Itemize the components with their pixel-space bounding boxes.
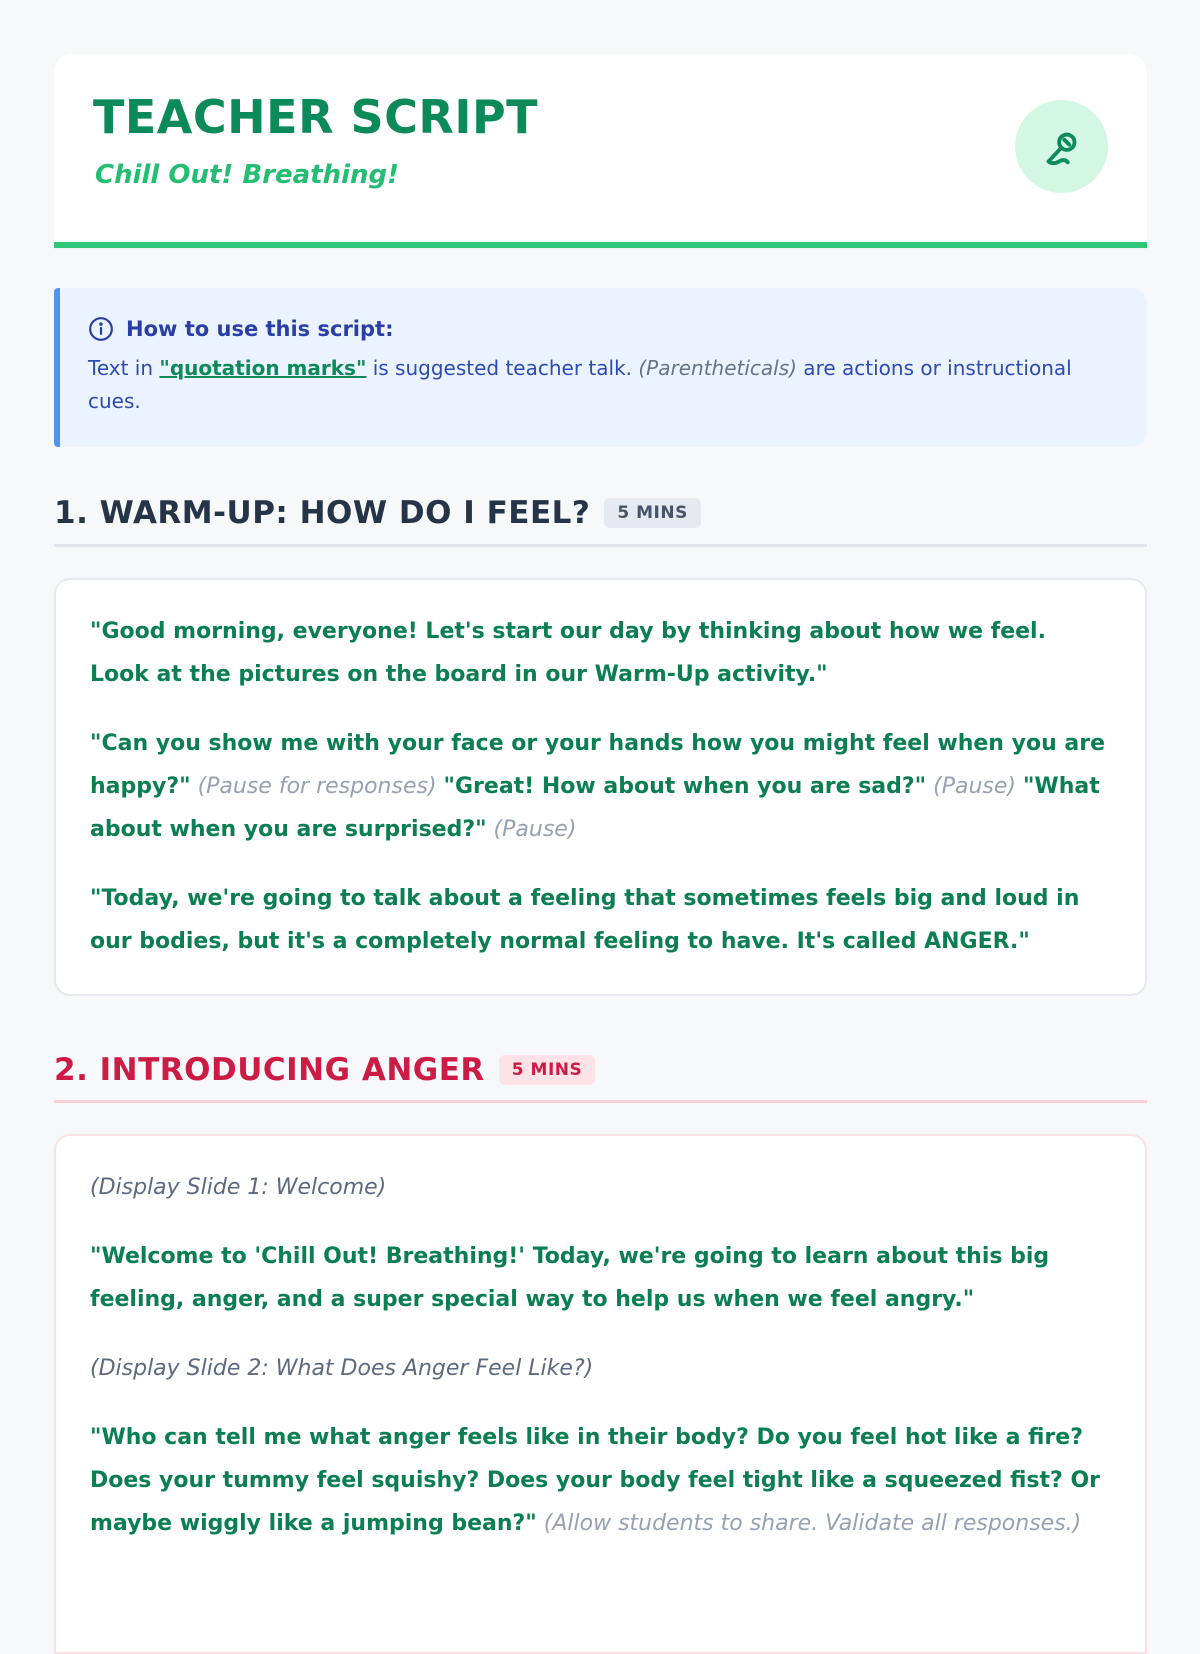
parenthetical-example: (Parentheticals) bbox=[638, 356, 797, 380]
display-cue: (Display Slide 1: Welcome) bbox=[90, 1175, 387, 1200]
script-card-introducing-anger bbox=[54, 1134, 1147, 1654]
page-subtitle: Chill Out! Breathing! bbox=[95, 160, 399, 190]
teacher-talk: "Great! How about when you are sad?" bbox=[443, 774, 927, 799]
script-paragraph bbox=[90, 1235, 1111, 1321]
info-text-before: Text in bbox=[88, 356, 160, 380]
section-title: 2. INTRODUCING ANGER bbox=[54, 1052, 485, 1088]
instruction-cue: (Allow students to share. Validate all responses.) bbox=[536, 1511, 1082, 1536]
script-card-warmup bbox=[54, 578, 1147, 996]
section-title: 1. WARM-UP: HOW DO I FEEL? bbox=[54, 495, 591, 531]
page-title: TEACHER SCRIPT bbox=[93, 90, 539, 144]
duration-badge: 5 MINS bbox=[604, 498, 700, 528]
teacher-talk: "Today, we're going to talk about a feeling that sometimes feels big and loud in our bodies, but it's a completely normal feeling to have. It's called ANGER." bbox=[90, 886, 1080, 954]
teacher-talk: "Can you show me with your face or your hands how you might feel when you are happy?" bbox=[90, 731, 1106, 799]
display-cue: (Display Slide 2: What Does Anger Feel Like?) bbox=[90, 1356, 594, 1381]
script-paragraph bbox=[90, 610, 1111, 696]
teacher-talk: "Welcome to 'Chill Out! Breathing!' Today, we're going to learn about this big feeling, anger, and a super special way to help us when we feel angry." bbox=[90, 1244, 1050, 1312]
microphone-icon bbox=[1039, 124, 1085, 170]
script-paragraph bbox=[90, 722, 1111, 851]
info-text-middle: is suggested teacher talk. bbox=[366, 356, 639, 380]
teacher-talk: "What about when you are surprised?" bbox=[90, 774, 1100, 842]
instruction-cue: (Pause for responses) bbox=[190, 774, 444, 799]
section-heading-warmup bbox=[54, 495, 1147, 547]
header-accent-bar bbox=[54, 242, 1147, 248]
script-paragraph bbox=[90, 1416, 1111, 1545]
info-heading-row bbox=[88, 314, 1117, 344]
teacher-talk: "Good morning, everyone! Let's start our day by thinking about how we feel. Look at the pictures on the board in our Warm-Up activity." bbox=[90, 619, 1046, 687]
info-icon bbox=[88, 316, 114, 342]
section-heading-introducing-anger bbox=[54, 1052, 1147, 1103]
info-heading: How to use this script: bbox=[126, 317, 394, 341]
script-paragraph bbox=[90, 1347, 1111, 1390]
script-paragraph bbox=[90, 877, 1111, 963]
microphone-badge bbox=[1015, 100, 1108, 193]
teacher-talk: "Who can tell me what anger feels like in their body? Do you feel hot like a fire? Does your tummy feel squishy? Does your body feel tight like a squeezed fist? Or maybe wiggly like a jumping bean?" bbox=[90, 1425, 1101, 1536]
quote-example: "quotation marks" bbox=[159, 356, 367, 380]
info-text bbox=[88, 352, 1117, 418]
info-text-after: are actions or instructional cues. bbox=[88, 356, 1072, 413]
script-paragraph bbox=[90, 1166, 1111, 1209]
instruction-cue: (Pause) bbox=[926, 774, 1023, 799]
header-card bbox=[54, 54, 1147, 248]
instruction-cue: (Pause) bbox=[486, 817, 577, 842]
script-page bbox=[54, 54, 1147, 1536]
usage-info-box bbox=[54, 288, 1147, 447]
duration-badge: 5 MINS bbox=[499, 1055, 595, 1085]
